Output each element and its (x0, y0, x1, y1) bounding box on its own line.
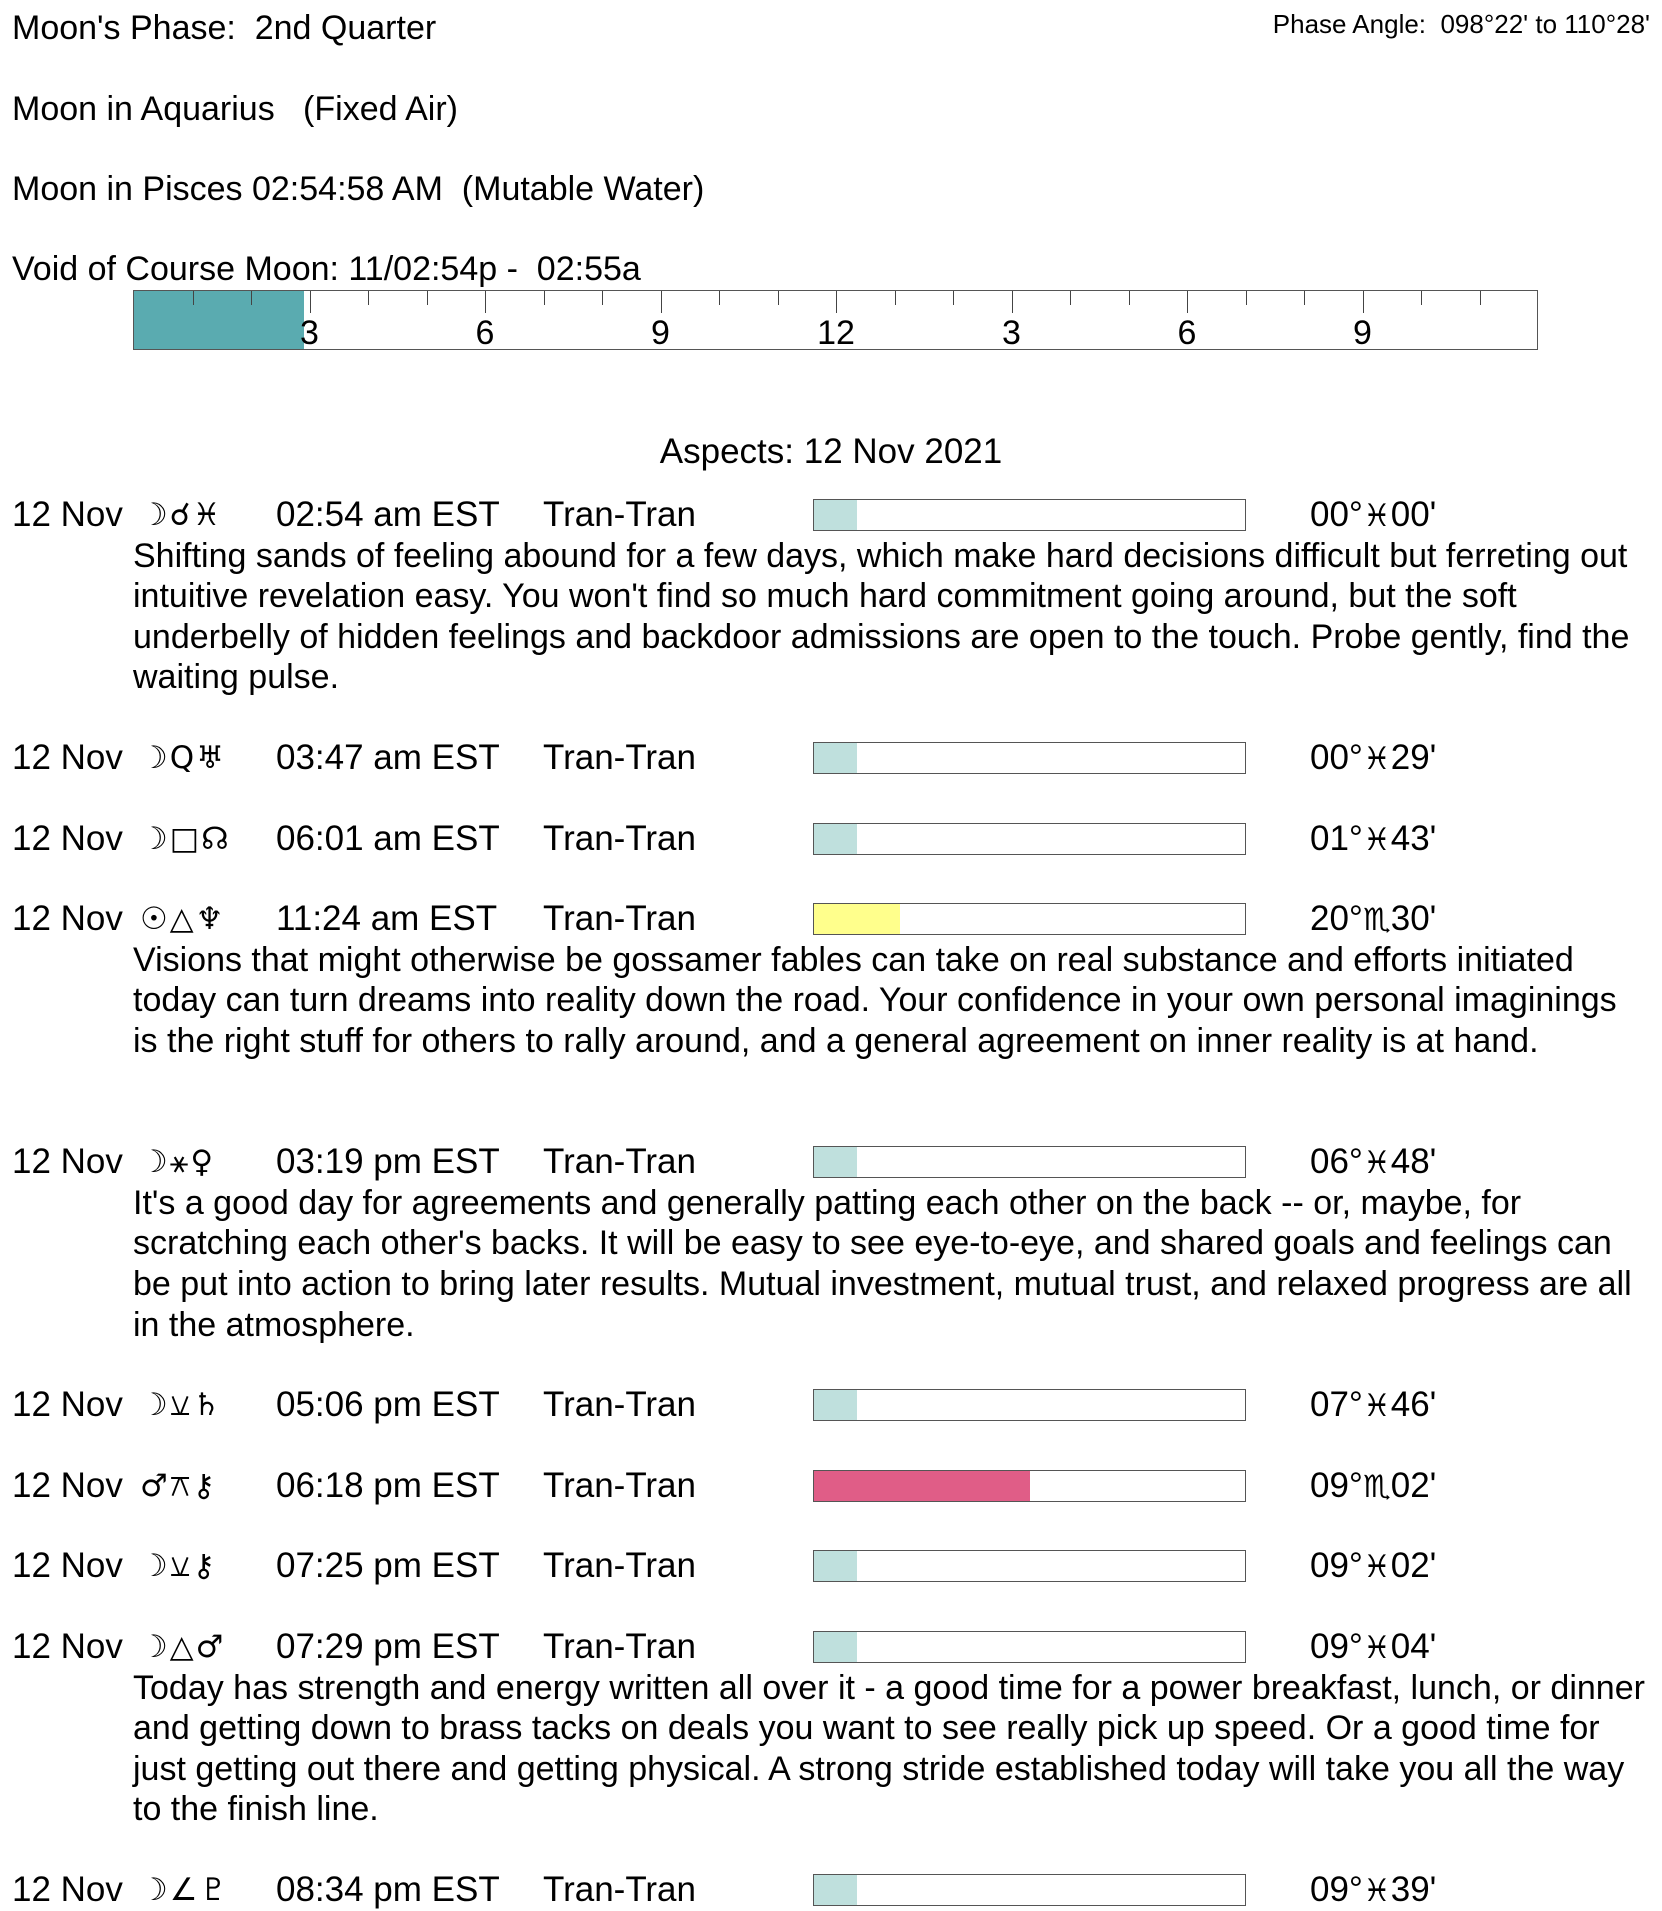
aspect-date: 12 Nov (12, 1385, 123, 1425)
aspect-row (0, 495, 1662, 535)
aspect-date: 12 Nov (12, 738, 123, 777)
aspect-date: 12 Nov (12, 1870, 123, 1909)
zodiac-sign-icon: ♓ (1362, 741, 1391, 777)
timeline-tick (661, 291, 662, 313)
aspect-position (1310, 1870, 1436, 1911)
aspect-time: 08:34 pm EST (276, 1870, 500, 1909)
phase-angle: Phase Angle: 098°22' to 110°28' (1272, 9, 1650, 39)
aspect-position-minute: 29' (1390, 738, 1437, 777)
aspect-strength-fill (814, 1390, 857, 1420)
aspect-position-degree: 09° (1310, 1465, 1363, 1505)
aspect-position-degree: 09° (1310, 1627, 1363, 1666)
aspect-row (0, 1385, 1662, 1425)
timeline-tick (427, 291, 428, 305)
aspect-strength-bar (813, 1874, 1246, 1906)
aspect-date: 12 Nov (12, 1546, 123, 1586)
aspect-row (0, 1142, 1662, 1182)
timeline-hour-label: 6 (1177, 314, 1197, 352)
aspect-strength-fill (814, 904, 900, 934)
aspect-strength-bar (813, 823, 1246, 855)
timeline-tick (602, 291, 603, 305)
aspect-strength-bar (813, 742, 1246, 774)
aspect-type: Tran-Tran (543, 1142, 696, 1182)
timeline-tick (485, 291, 486, 313)
zodiac-sign-icon: ♓ (1362, 1873, 1391, 1909)
aspect-glyphs: ☽△♂ (140, 1629, 226, 1665)
aspect-position-minute: 30' (1390, 899, 1437, 939)
void-timeline-fill (134, 291, 304, 349)
timeline-tick (310, 291, 311, 313)
timeline-tick (1129, 291, 1130, 305)
aspect-position (1310, 1142, 1436, 1183)
aspect-time: 03:47 am EST (276, 738, 500, 777)
moon-sign-pisces: Moon in Pisces 02:54:58 AM (Mutable Water) (12, 170, 705, 208)
timeline-tick (1304, 291, 1305, 305)
aspect-time: 11:24 am EST (276, 899, 498, 939)
aspect-type: Tran-Tran (543, 495, 696, 534)
aspect-time: 07:29 pm EST (276, 1627, 500, 1666)
aspect-time: 06:01 am EST (276, 818, 500, 858)
aspect-type: Tran-Tran (543, 1627, 696, 1666)
aspect-strength-bar (813, 499, 1246, 531)
aspect-date: 12 Nov (12, 1142, 123, 1182)
aspect-position (1310, 1546, 1436, 1587)
aspect-position (1310, 738, 1436, 779)
aspect-strength-bar (813, 1146, 1246, 1178)
aspect-description: Today has strength and energy written all over it - a good time for a power breakfast, lunch, or dinner and getting down to brass tacks on deals you want to see really pick up speed. Or a good time for just getting out there and getting physical. A strong stride established today will take you all the way to the finish line. (133, 1668, 1645, 1829)
aspect-position-degree: 01° (1310, 818, 1363, 858)
aspect-description: Visions that might otherwise be gossamer fables can take on real substance and efforts initiated today can turn dreams into reality down the road. Your confidence in your own personal imaginings is the right stuff for others to rally around, and a general agreement on inner reality is at hand. (133, 940, 1617, 1060)
timeline-hour-label: 9 (651, 314, 670, 352)
aspect-strength-fill (814, 743, 857, 773)
aspect-strength-fill (814, 500, 857, 530)
void-of-course: Void of Course Moon: 11/02:54p - 02:55a (12, 250, 641, 288)
timeline-tick (1363, 291, 1364, 313)
aspect-position-minute: 02' (1390, 1465, 1437, 1505)
zodiac-sign-icon: ♓ (1362, 1549, 1391, 1586)
aspect-strength-fill (814, 1875, 857, 1905)
aspect-glyphs: ☽☌♓ (140, 497, 223, 533)
aspect-row (0, 1466, 1662, 1506)
aspect-date: 12 Nov (12, 1627, 123, 1666)
aspect-description: Shifting sands of feeling abound for a few days, which make hard decisions difficult but ferreting out intuitive revelation easy. You won't find so much hard commitment going around, but the soft underbelly of hidden feelings and backdoor admissions are open to the touch. Probe gently, find the waiting pulse. (133, 536, 1630, 697)
aspect-date: 12 Nov (12, 818, 123, 858)
aspect-date: 12 Nov (12, 495, 123, 534)
aspect-row (0, 1870, 1662, 1910)
timeline-hour-label: 9 (1353, 314, 1372, 352)
aspect-glyphs: ☉△♆ (140, 901, 226, 938)
aspect-row (0, 899, 1662, 939)
timeline-hour-label: 3 (300, 314, 319, 352)
aspect-date: 12 Nov (12, 899, 123, 939)
aspect-type: Tran-Tran (543, 1870, 696, 1909)
timeline-tick (953, 291, 954, 305)
timeline-tick (1480, 291, 1481, 305)
timeline-tick (778, 291, 779, 305)
aspect-position-minute: 04' (1390, 1627, 1437, 1666)
aspect-position (1310, 1466, 1436, 1507)
aspect-position (1310, 899, 1436, 940)
aspect-glyphs: ☽□☊ (140, 820, 231, 857)
aspect-glyphs: ☽⚹♀ (140, 1144, 216, 1181)
aspect-position-minute: 43' (1390, 818, 1437, 858)
aspect-time: 03:19 pm EST (276, 1142, 500, 1182)
timeline-tick (1187, 291, 1188, 313)
aspect-strength-fill (814, 1147, 857, 1177)
aspect-glyphs: ☽Q♅ (140, 740, 226, 776)
aspect-position-degree: 07° (1310, 1385, 1363, 1425)
aspect-description: It's a good day for agreements and generally patting each other on the back -- or, maybe, for scratching each other's backs. It will be easy to see eye-to-eye, and shared goals and feelings can be put into action to bring later results. Mutual investment, mutual trust, and relaxed progress are all in the atmosphere. (133, 1183, 1632, 1344)
aspect-position-minute: 02' (1390, 1546, 1437, 1586)
zodiac-sign-icon: ♏ (1362, 1468, 1391, 1505)
aspect-time: 06:18 pm EST (276, 1465, 500, 1505)
aspect-strength-fill (814, 1632, 857, 1662)
timeline-tick (1070, 291, 1071, 305)
aspect-strength-fill (814, 824, 857, 854)
aspect-position-minute: 39' (1390, 1870, 1437, 1909)
timeline-tick (836, 291, 837, 313)
timeline-hour-label: 12 (817, 314, 855, 352)
timeline-tick (193, 291, 194, 305)
zodiac-sign-icon: ♏ (1362, 902, 1391, 939)
moon-sign-aquarius: Moon in Aquarius (Fixed Air) (12, 90, 458, 128)
aspect-position-degree: 09° (1310, 1870, 1363, 1909)
aspect-position-degree: 06° (1310, 1142, 1363, 1182)
aspect-date: 12 Nov (12, 1465, 123, 1505)
aspect-row (0, 1546, 1662, 1586)
aspect-row (0, 738, 1662, 778)
aspect-type: Tran-Tran (543, 899, 696, 939)
aspect-type: Tran-Tran (543, 738, 696, 777)
void-timeline (133, 290, 1538, 350)
aspect-type: Tran-Tran (543, 1385, 696, 1425)
aspect-time: 07:25 pm EST (276, 1546, 500, 1586)
aspect-strength-bar (813, 903, 1246, 935)
aspect-glyphs: ♂⚻⚷ (140, 1467, 218, 1504)
aspect-position (1310, 1385, 1436, 1426)
zodiac-sign-icon: ♓ (1362, 821, 1391, 858)
aspect-position-minute: 00' (1390, 495, 1437, 534)
aspect-position-degree: 20° (1310, 899, 1363, 939)
aspect-glyphs: ☽∠♇ (140, 1872, 230, 1908)
timeline-tick (368, 291, 369, 305)
aspect-strength-fill (814, 1471, 1030, 1501)
aspect-position-minute: 48' (1390, 1142, 1437, 1182)
aspect-strength-fill (814, 1551, 857, 1581)
zodiac-sign-icon: ♓ (1362, 1145, 1391, 1182)
aspect-position-degree: 09° (1310, 1546, 1363, 1586)
timeline-tick (1246, 291, 1247, 305)
aspect-position (1310, 1627, 1436, 1668)
aspect-time: 05:06 pm EST (276, 1385, 500, 1425)
aspect-position (1310, 819, 1436, 860)
timeline-tick (544, 291, 545, 305)
timeline-tick (251, 291, 252, 305)
zodiac-sign-icon: ♓ (1362, 1630, 1391, 1666)
aspect-position (1310, 495, 1436, 536)
zodiac-sign-icon: ♓ (1362, 498, 1391, 534)
aspect-glyphs: ☽⚺⚷ (140, 1548, 218, 1585)
aspect-position-degree: 00° (1310, 738, 1363, 777)
aspect-position-degree: 00° (1310, 495, 1363, 534)
aspect-time: 02:54 am EST (276, 495, 500, 534)
aspect-strength-bar (813, 1470, 1246, 1502)
timeline-tick (1012, 291, 1013, 313)
zodiac-sign-icon: ♓ (1362, 1388, 1391, 1425)
aspect-row (0, 819, 1662, 859)
aspect-row (0, 1627, 1662, 1667)
aspect-strength-bar (813, 1389, 1246, 1421)
timeline-tick (895, 291, 896, 305)
aspect-strength-bar (813, 1550, 1246, 1582)
aspect-type: Tran-Tran (543, 1546, 696, 1586)
aspect-position-minute: 46' (1390, 1385, 1437, 1425)
aspect-type: Tran-Tran (543, 818, 696, 858)
timeline-tick (1421, 291, 1422, 305)
timeline-hour-label: 3 (1002, 314, 1021, 352)
aspect-strength-bar (813, 1631, 1246, 1663)
aspects-title: Aspects: 12 Nov 2021 (659, 432, 1003, 471)
aspect-type: Tran-Tran (543, 1465, 696, 1505)
moon-phase: Moon's Phase: 2nd Quarter (12, 9, 437, 47)
aspect-glyphs: ☽⚺♄ (140, 1387, 223, 1424)
timeline-tick (719, 291, 720, 305)
timeline-hour-label: 6 (475, 314, 495, 352)
